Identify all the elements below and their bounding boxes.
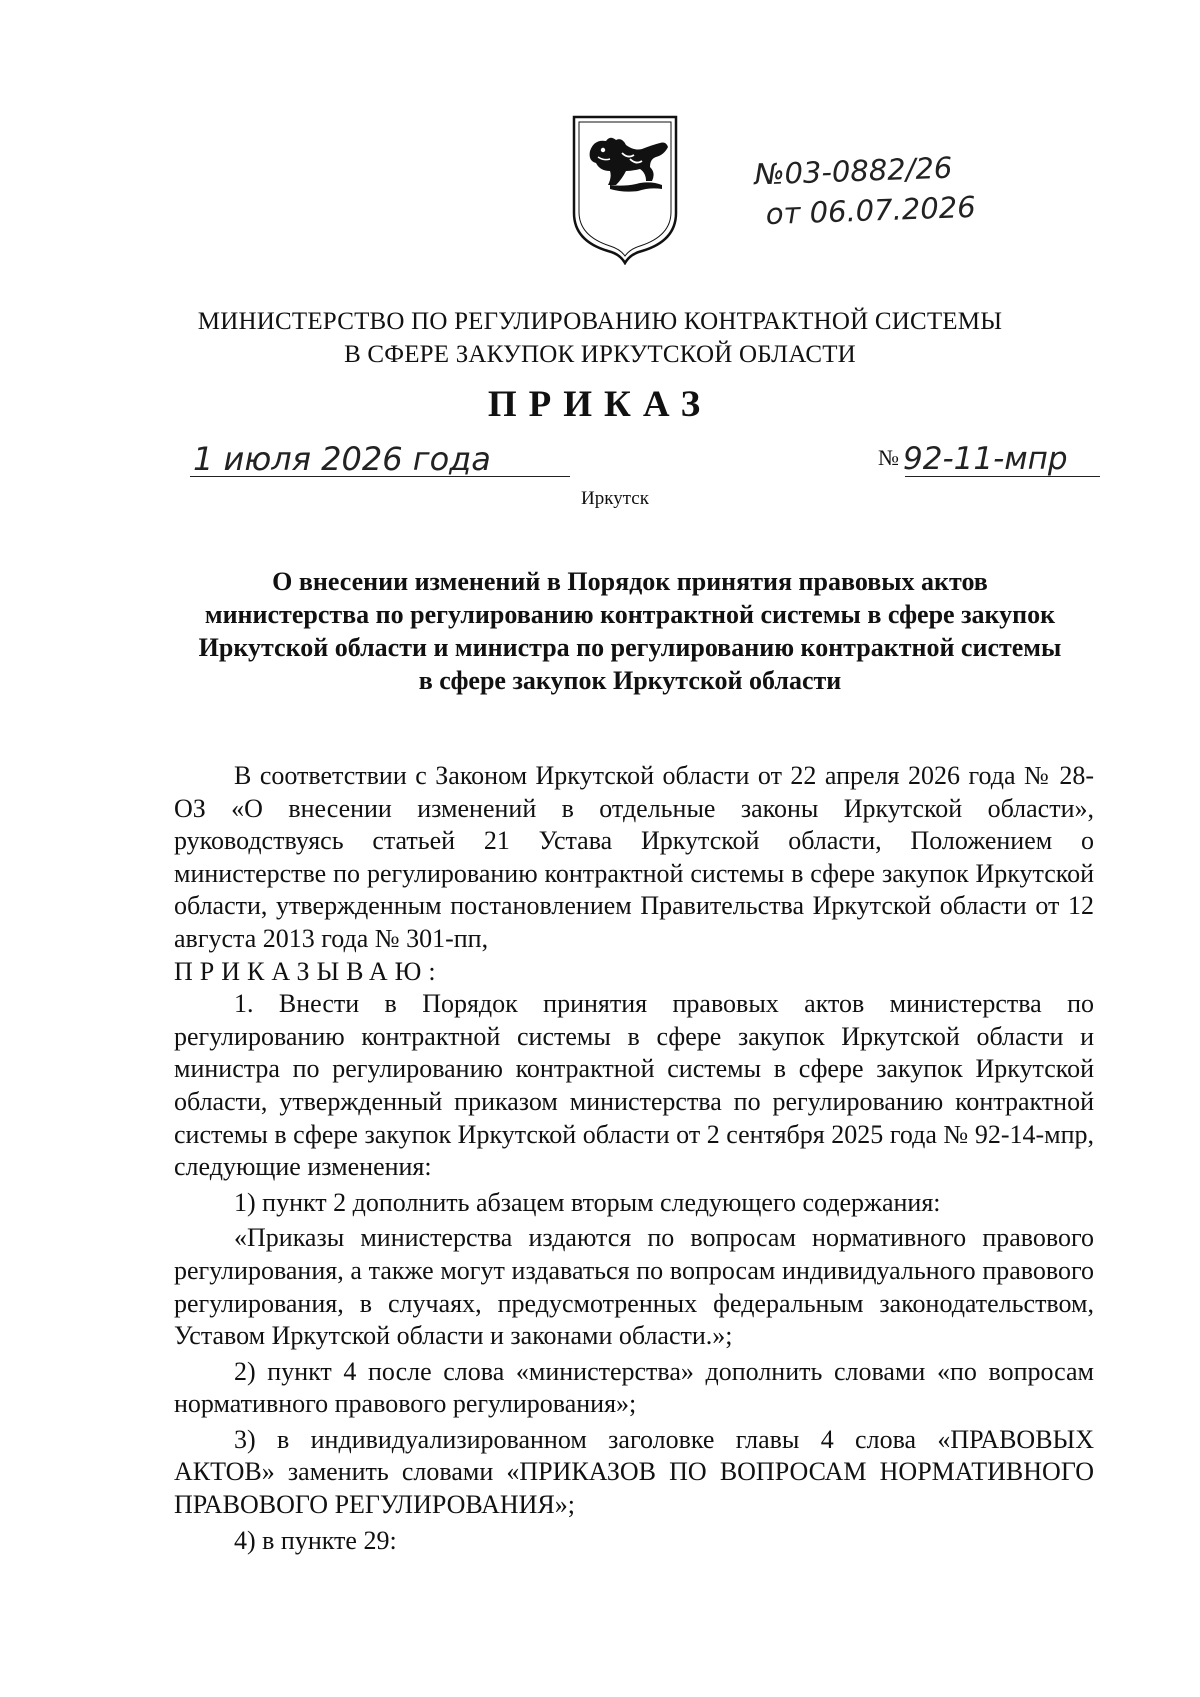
registration-number: №03-0882/26 <box>753 150 953 192</box>
document-body <box>174 760 1094 1557</box>
ministry-name-line: МИНИСТЕРСТВО ПО РЕГУЛИРОВАНИЮ КОНТРАКТНОЙ СИСТЕМЫ <box>197 308 1003 335</box>
registration-date: от 06.07.2026 <box>765 189 977 232</box>
title-line: в сфере закупок Иркутской области <box>418 666 842 695</box>
ministry-name-line: В СФЕРЕ ЗАКУПОК ИРКУТСКОЙ ОБЛАСТИ <box>344 341 856 368</box>
preamble-paragraph: В соответствии с Законом Иркутской области от 22 апреля 2026 года № 28-ОЗ «О внесении изменений в отдельные законы Иркутской области», руководствуясь статьей 21 Устава Иркутской области, Положением о министерстве по регулированию контрактной системы в сфере закупок Иркутской области, утвержденным постановлением Правительства Иркутской области от 12 августа 2013 года № 301-пп, <box>174 761 1094 953</box>
number-underline <box>905 476 1100 477</box>
title-line: Иркутской области и министра по регулированию контрактной системы <box>198 633 1062 662</box>
subitem-4-paragraph: 4) в пункте 29: <box>234 1525 397 1555</box>
irkutsk-coat-of-arms-icon <box>570 113 680 265</box>
document-title <box>150 565 1110 697</box>
order-number-value: 92-11-мпр <box>903 441 1068 477</box>
date-underline <box>190 476 570 477</box>
subitem-1-quote-paragraph: «Приказы министерства издаются по вопросам нормативного правового регулирования, а также могут издаваться по вопросам индивидуального правового регулирования, в случаях, предусмотренных федеральным законодательством, Уставом Иркутской области и законами области.»; <box>174 1223 1094 1351</box>
order-number <box>878 441 1068 477</box>
ministry-name <box>0 305 1200 371</box>
title-line: О внесении изменений в Порядок принятия правовых актов <box>272 567 988 596</box>
order-word: ПРИКАЗЫВАЮ: <box>174 956 443 986</box>
document-type: ПРИКАЗ <box>487 384 713 425</box>
number-sign: № <box>878 445 899 470</box>
subitem-3-paragraph: 3) в индивидуализированном заголовке главы 4 слова «ПРАВОВЫХ АКТОВ» заменить словами «ПРИКАЗОВ ПО ВОПРОСАМ НОРМАТИВНОГО ПРАВОВОГО РЕГУЛИРОВАНИЯ»; <box>174 1424 1094 1520</box>
city: Иркутск <box>581 488 649 509</box>
title-line: министерства по регулированию контрактной системы в сфере закупок <box>204 600 1056 629</box>
subitem-1-paragraph: 1) пункт 2 дополнить абзацем вторым следующего содержания: <box>234 1187 941 1217</box>
subitem-2-paragraph: 2) пункт 4 после слова «министерства» дополнить словами «по вопросам нормативного правового регулирования»; <box>174 1356 1094 1419</box>
registration-mark <box>754 145 1017 234</box>
order-date: 1 июля 2026 года <box>193 440 491 478</box>
item-1-paragraph: 1. Внести в Порядок принятия правовых актов министерства по регулированию контрактной системы в сфере закупок Иркутской области и министра по регулированию контрактной системы в сфере закупок Иркутской области, утвержденный приказом министерства по регулированию контрактной системы в сфере закупок Иркутской области от 2 сентября 2025 года № 92-14-мпр, следующие изменения: <box>174 989 1094 1182</box>
